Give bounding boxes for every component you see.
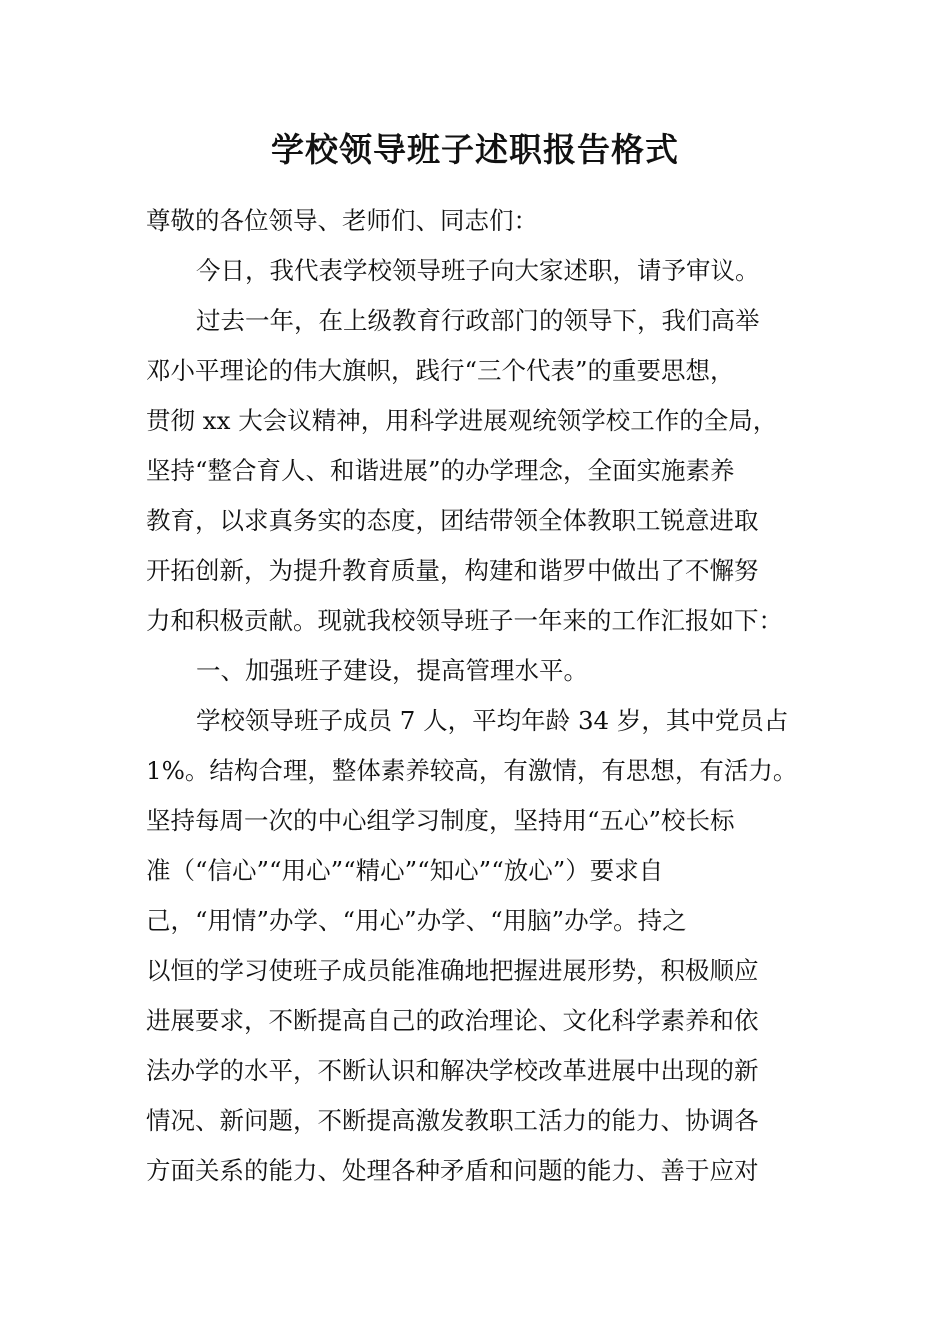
- paragraph-line: 1%。结构合理，整体素养较高，有激情，有思想，有活力。: [146, 756, 798, 785]
- paragraph-line: 教育，以求真务实的态度，团结带领全体教职工锐意进取: [146, 506, 759, 535]
- paragraph-line: 学校领导班子成员 7 人，平均年龄 34 岁，其中党员占: [196, 706, 789, 735]
- paragraph-line: 准（“信心”“用心”“精心”“知心”“放心”）要求自: [146, 856, 664, 885]
- paragraph-line: 开拓创新，为提升教育质量，构建和谐罗中做出了不懈努: [146, 556, 759, 585]
- salutation-line: 尊敬的各位领导、老师们、同志们：: [146, 206, 538, 235]
- paragraph-line: 今日，我代表学校领导班子向大家述职，请予审议。: [196, 256, 760, 285]
- document-title: 学校领导班子述职报告格式: [271, 130, 679, 169]
- paragraph-line: 贯彻 xx 大会议精神，用科学进展观统领学校工作的全局，: [146, 406, 778, 435]
- paragraph-line: 过去一年，在上级教育行政部门的领导下，我们高举: [196, 306, 760, 335]
- section-heading: 一、加强班子建设，提高管理水平。: [196, 656, 588, 685]
- paragraph-line: 坚持每周一次的中心组学习制度，坚持用“五心”校长标: [146, 806, 735, 835]
- paragraph-line: 己，“用情”办学、“用心”办学、“用脑”办学。持之: [146, 906, 687, 935]
- paragraph-line: 进展要求，不断提高自己的政治理论、文化科学素养和依: [146, 1006, 759, 1035]
- paragraph-line: 方面关系的能力、处理各种矛盾和问题的能力、善于应对: [146, 1156, 759, 1185]
- paragraph-line: 情况、新问题，不断提高激发教职工活力的能力、协调各: [146, 1106, 759, 1135]
- paragraph-line: 力和积极贡献。现就我校领导班子一年来的工作汇报如下：: [146, 606, 783, 635]
- paragraph-line: 坚持“整合育人、和谐进展”的办学理念，全面实施素养: [146, 456, 735, 485]
- paragraph-line: 以恒的学习使班子成员能准确地把握进展形势，积极顺应: [146, 956, 759, 985]
- paragraph-line: 邓小平理论的伟大旗帜，践行“三个代表”的重要思想，: [146, 356, 735, 385]
- paragraph-line: 法办学的水平，不断认识和解决学校改革进展中出现的新: [146, 1056, 759, 1085]
